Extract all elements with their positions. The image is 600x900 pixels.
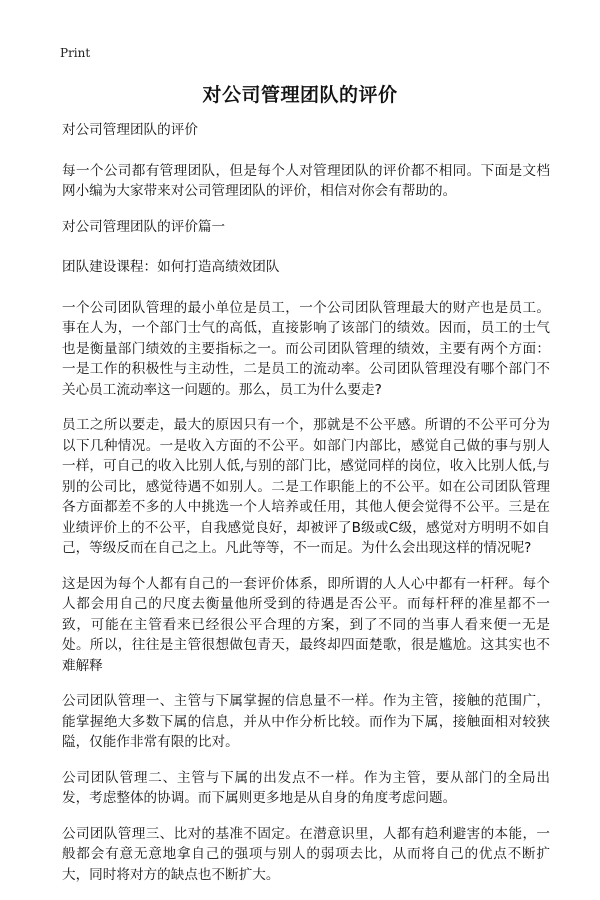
paragraph-body: 公司团队管理二、主管与下属的出发点不一样。作为主管，要从部门的全局出发，考虑整体的协调。而下属则更多地是从自身的角度考虑问题。 <box>62 769 550 806</box>
document-title: 对公司管理团队的评价 <box>202 84 398 106</box>
paragraph-body: 公司团队管理一、主管与下属掌握的信息量不一样。作为主管，接触的范围广，能掌握绝大多数下属的信息，并从中作分析比较。而作为下属，接触面相对较狭隘，仅能作非常有限的比对。 <box>62 693 550 750</box>
paragraph-course-title: 团队建设课程：如何打造高绩效团队 <box>62 259 280 275</box>
paragraph-section-heading: 对公司管理团队的评价篇一 <box>62 218 226 235</box>
paragraph-body: 一个公司团队管理的最小单位是员工，一个公司团队管理最大的财产也是员工。事在人为，一个部门士气的高低，直接影响了该部门的绩效。因而，员工的士气也是衡量部门绩效的主要指标之一。而公司团队管理的绩效，主要有两个方面：一是工作的积极性与主动性，二是员工的流动率。公司团队管理没有哪个部门不关心员工流动率这一问题的。那么，员工为什么要走? <box>62 299 550 398</box>
paragraph-subtitle: 对公司管理团队的评价 <box>62 122 198 138</box>
print-link[interactable]: Print <box>60 46 91 60</box>
document-body <box>62 120 550 900</box>
paragraph-body: 员工之所以要走，最大的原因只有一个，那就是不公平感。所谓的不公平可分为以下几种情况。一是收入方面的不公平。如部门内部比，感觉自己做的事与别人一样，可自己的收入比别人低,与别的部门比，感觉同样的岗位，收入比别人低,与别的公司比，感觉待遇不如别人。二是工作职能上的不公平。如在公司团队管理各方面都差不多的人中挑选一个人培养或任用，其他人便会觉得不公平。三是在业绩评价上的不公平，自我感觉良好，却被评了B级或C级，感觉对方明明不如自己，等级反而在自己之上。凡此等等，不一而足。为什么会出现这样的情况呢? <box>62 417 550 556</box>
paragraph-intro: 每一个公司都有管理团队，但是每个人对管理团队的评价都不相同。下面是文档网小编为大家带来对公司管理团队的评价，相信对你会有帮助的。 <box>62 162 550 199</box>
paragraph-body: 公司团队管理三、比对的基准不固定。在潜意识里，人都有趋利避害的本能，一般都会有意无意地拿自己的强项与别人的弱项去比，从而将自己的优点不断扩大，同时将对方的缺点也不断扩大。 <box>62 825 550 883</box>
paragraph-body: 这是因为每个人都有自己的一套评价体系，即所谓的人人心中都有一杆秤。每个人都会用自己的尺度去衡量他所受到的待遇是否公平。而每杆秤的准星都不一致，可能在主管看来已经很公平合理的方案，到了不同的当事人看来便一无是处。所以，往往是主管很想做包青天，最终却四面楚歌，很是尴尬。这其实也不难解释 <box>62 575 550 674</box>
